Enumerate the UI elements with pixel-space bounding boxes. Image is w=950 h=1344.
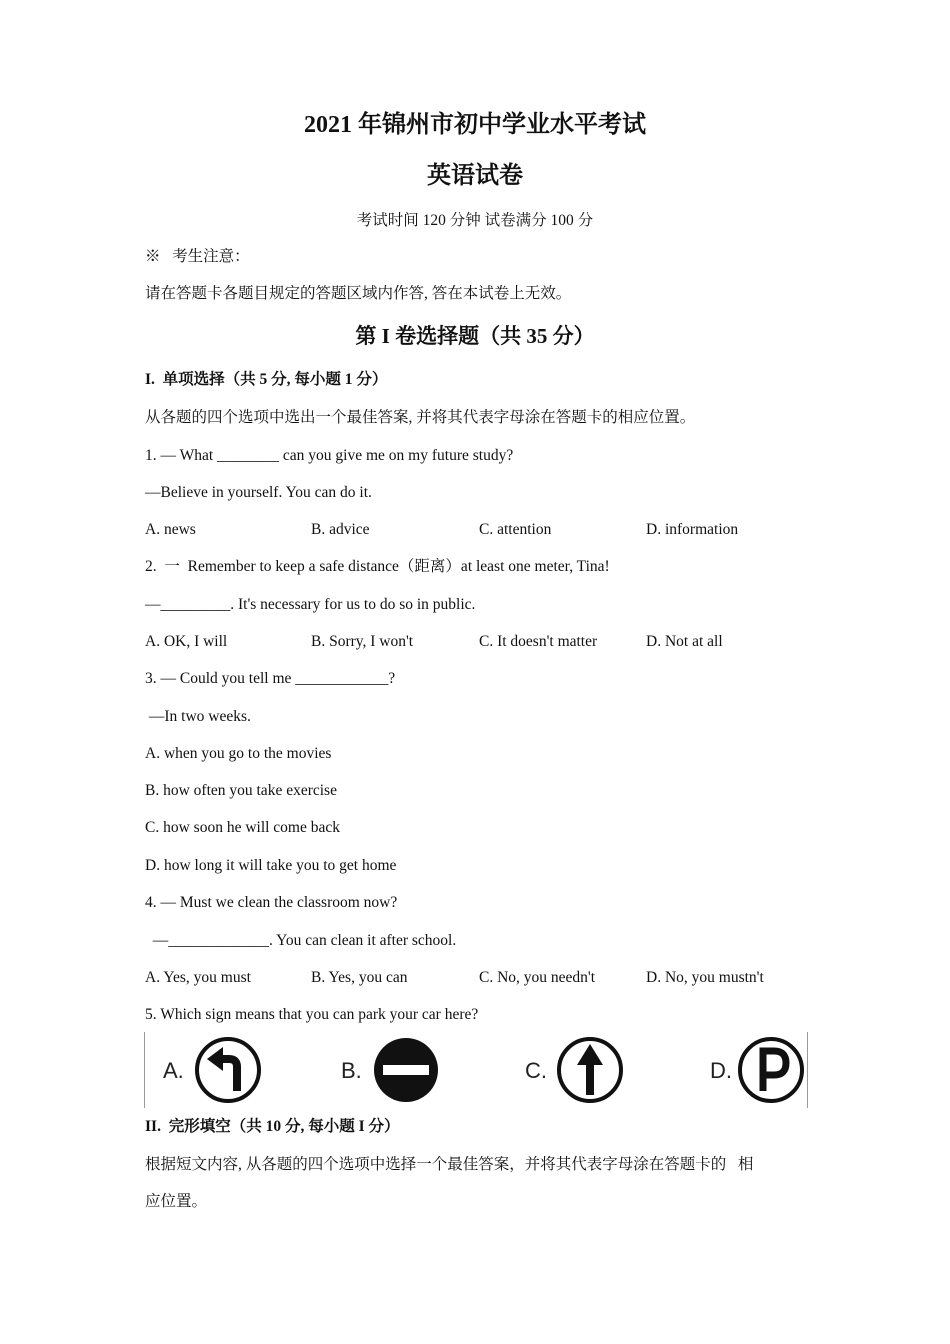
question-3-option-d: D. how long it will take you to get home (145, 857, 397, 874)
question-1-option-d: D. information (646, 521, 739, 538)
exam-title: 2021 年锦州市初中学业水平考试 (304, 112, 646, 138)
part-title: 第 I 卷选择题（共 35 分） (355, 324, 595, 348)
question-2-option-d: D. Not at all (646, 633, 723, 650)
question-4-reply: —_____________. You can clean it after school. (145, 932, 457, 949)
sign-option-d (710, 1032, 810, 1108)
section2-instruction-line1: 根据短文内容, 从各题的四个选项中选择一个最佳答案，并将其代表字母涂在答题卡的 相 (145, 1156, 754, 1173)
question-4-option-d: D. No, you mustn't (646, 969, 764, 986)
question-4-option-b: B. Yes, you can (311, 969, 408, 986)
sign-letter-b: B. (341, 1058, 362, 1083)
straight-ahead-arrow-icon (555, 1035, 625, 1105)
sign-option-b (341, 1032, 461, 1108)
exam-subtitle: 英语试卷 (427, 163, 523, 189)
turn-left-arrow-icon (193, 1035, 263, 1105)
no-entry-icon (371, 1035, 441, 1105)
section1-title: I. 单项选择（共 5 分, 每小题 1 分） (145, 371, 388, 388)
sign-letter-a: A. (163, 1058, 184, 1083)
question-5-stem: 5. Which sign means that you can park your car here? (145, 1006, 479, 1023)
question-2-stem: 2. 一 Remember to keep a safe distance（距离）at least one meter, Tina! (145, 558, 610, 575)
question-2-reply: —_________. It's necessary for us to do so in public. (145, 596, 476, 613)
notice-label: ※ 考生注意： (145, 248, 250, 265)
question-1-stem: 1. — What ________ can you give me on my future study? (145, 447, 514, 464)
sign-option-c (525, 1032, 645, 1108)
question-3-option-b: B. how often you take exercise (145, 782, 337, 799)
sign-option-a (163, 1032, 283, 1108)
section2-instruction-line2: 应位置。 (145, 1193, 208, 1210)
question-3-option-c: C. how soon he will come back (145, 819, 341, 836)
question-2-option-b: B. Sorry, I won't (311, 633, 414, 650)
question-2-option-c: C. It doesn't matter (479, 633, 598, 650)
question-1-reply: —Believe in yourself. You can do it. (145, 484, 372, 501)
parking-icon (736, 1035, 806, 1105)
question-3-reply: —In two weeks. (145, 708, 251, 725)
section2-title: II. 完形填空（共 10 分, 每小题 I 分） (145, 1118, 400, 1135)
notice-text: 请在答题卡各题目规定的答题区域内作答, 答在本试卷上无效。 (145, 285, 572, 302)
question-4-option-c: C. No, you needn't (479, 969, 596, 986)
sign-options (144, 1032, 808, 1108)
question-1-option-a: A. news (145, 521, 196, 538)
sign-letter-d: D. (710, 1058, 732, 1083)
question-4-option-a: A. Yes, you must (145, 969, 251, 986)
question-3-stem: 3. — Could you tell me ____________? (145, 670, 396, 687)
question-2-option-a: A. OK, I will (145, 633, 228, 650)
question-1-option-b: B. advice (311, 521, 370, 538)
exam-info: 考试时间 120 分钟 试卷满分 100 分 (356, 212, 594, 229)
question-4-stem: 4. — Must we clean the classroom now? (145, 894, 398, 911)
question-3-option-a: A. when you go to the movies (145, 745, 332, 762)
sign-letter-c: C. (525, 1058, 547, 1083)
section1-instruction: 从各题的四个选项中选出一个最佳答案, 并将其代表字母涂在答题卡的相应位置。 (145, 409, 696, 426)
question-1-option-c: C. attention (479, 521, 552, 538)
